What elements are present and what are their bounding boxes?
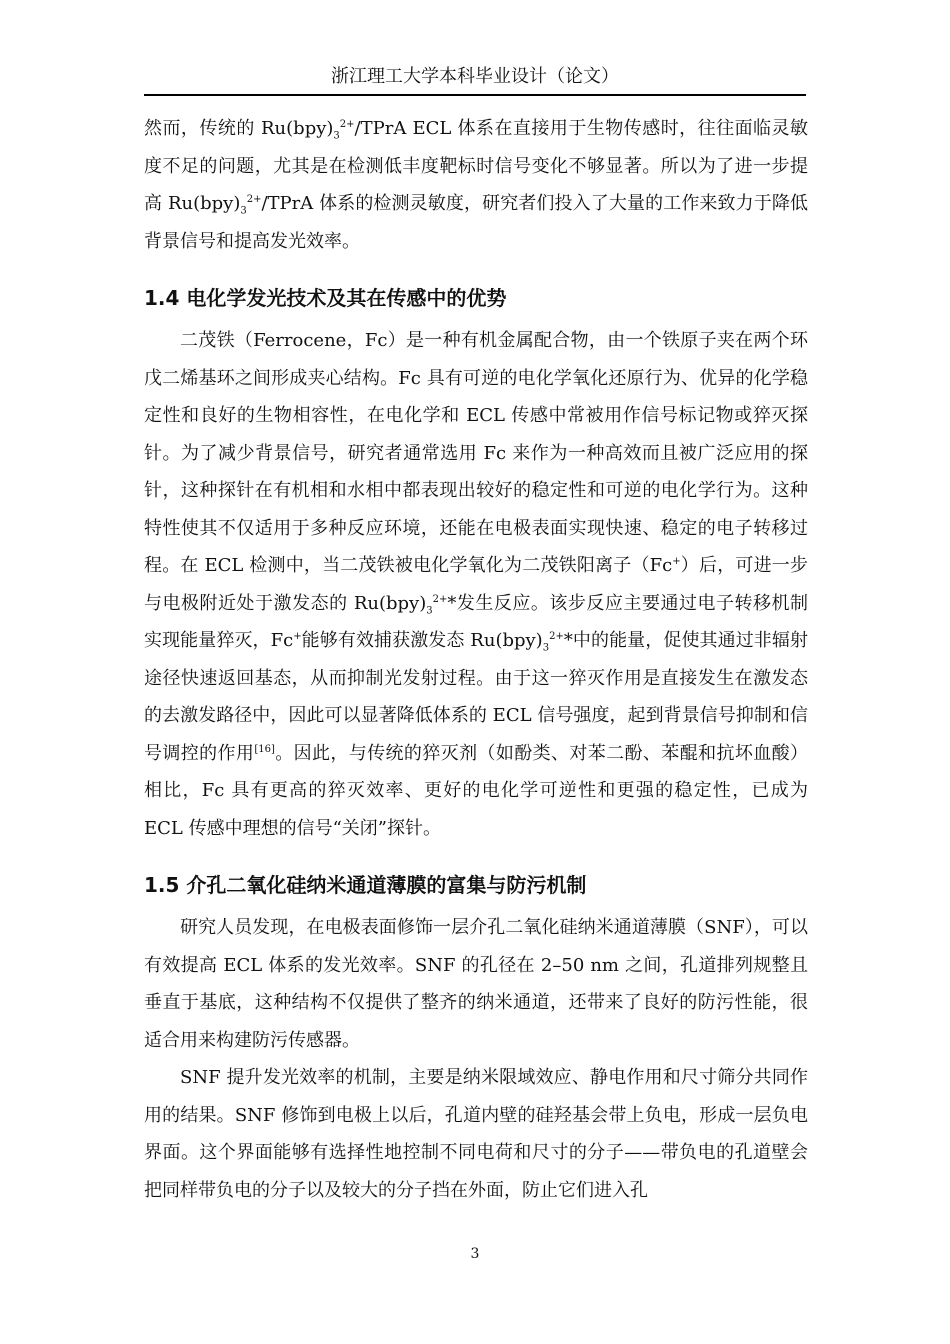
p2-text-3: *发生反应。该步反应主要通过电子转移机制实现能量猝灭，Fc — [144, 592, 809, 651]
p2-text-5: *中的能量，促使其通过非辐射途径快速返回基态，从而抑制光发射过程。由于这一猝灭作用是直接发生在激发态的去激发路径中，因此可以显著降低体系的 ECL 信号强度，起到背景信号抑制和信号调控的作用 — [144, 630, 808, 764]
p1-text-2: /TPrA ECL 体系在直接用于生物传感时，往往面临灵敏度不足的问题，尤其是在检测低丰度靶标时信号变化不够显著。所以为了进一步提高 Ru(bpy) — [144, 118, 808, 214]
p1-text-1: 然而，传统的 Ru(bpy) — [144, 118, 334, 139]
p2-text-2: ）后，可进一步与电极附近处于激发态的 Ru(bpy) — [144, 555, 808, 614]
p2-sup-1: + — [672, 556, 681, 567]
p2-text-1: 二茂铁（Ferrocene，Fc）是一种有机金属配合物，由一个铁原子夹在两个环戊二烯基环之间形成夹心结构。Fc 具有可逆的电化学氧化还原行为、优异的化学稳定性和良好的生物相容性，在电化学和 ECL 传感中常被用作信号标记物或猝灭探针。为了减少背景信号，研究者通常选用 Fc 来作为一种高效而且被广泛应用的探针，这种探针在有机相和水相中都表现出较好的稳定性和可逆的电化学行为。这种特性使其不仅适用于多种反应环境，还能在电极表面实现快速、稳定的电子转移过程。在 ECL 检测中，当二茂铁被电化学氧化为二茂铁阳离子（Fc — [144, 330, 808, 576]
header-rule — [144, 94, 806, 96]
paragraph-3: 研究人员发现，在电极表面修饰一层介孔二氧化硅纳米通道薄膜（SNF），可以有效提高 ECL 体系的发光效率。SNF 的孔径在 2–50 nm 之间，孔道排列规整且垂直于基底，这种结构不仅提供了整齐的纳米通道，还带来了良好的防污性能，很适合用来构建防污传感器。 — [144, 917, 808, 1051]
section-heading-1-5: 1.5 介孔二氧化硅纳米通道薄膜的富集与防污机制 — [144, 873, 587, 897]
p2-sup-2: 2+ — [432, 593, 448, 605]
page-body — [144, 110, 808, 1209]
p2-sub-2: 3 — [542, 642, 550, 654]
p2-sup-4: 2+ — [549, 631, 564, 642]
page-number: 3 — [470, 1246, 480, 1262]
p2-sup-3: + — [293, 631, 302, 642]
p2-sub-1: 3 — [426, 605, 433, 617]
citation-ref: [16] — [254, 743, 275, 755]
page-header: 浙江理工大学本科毕业设计（论文） — [331, 66, 619, 87]
p1-sub-1: 3 — [333, 130, 340, 142]
p2-text-6: 。因此，与传统的猝灭剂（如酚类、对苯二酚、苯醌和抗坏血酸）相比，Fc 具有更高的猝灭效率、更好的电化学可逆性和更强的稳定性，已成为 ECL 传感中理想的信号“关闭”探针。 — [144, 742, 809, 839]
paragraph-1 — [144, 110, 808, 260]
p2-text-4: 能够有效捕获激发态 Ru(bpy) — [301, 630, 543, 651]
paragraph-4: SNF 提升发光效率的机制，主要是纳米限域效应、静电作用和尺寸筛分共同作用的结果。SNF 修饰到电极上以后，孔道内壁的硅羟基会带上负电，形成一层负电界面。这个界面能够有选择性地控制不同电荷和尺寸的分子——带负电的孔道壁会把同样带负电的分子以及较大的分子挡在外面，防止它们进入孔 — [144, 1067, 808, 1201]
p1-text-3: /TPrA 体系的检测灵敏度，研究者们投入了大量的工作来致力于降低背景信号和提高发光效率。 — [144, 193, 808, 252]
section-heading-1-4: 1.4 电化学发光技术及其在传感中的优势 — [144, 286, 507, 310]
p1-sup-2: 2+ — [246, 194, 262, 205]
p1-sub-2: 3 — [240, 205, 247, 217]
paragraph-2 — [144, 322, 808, 847]
p1-sup-1: 2+ — [339, 119, 355, 130]
